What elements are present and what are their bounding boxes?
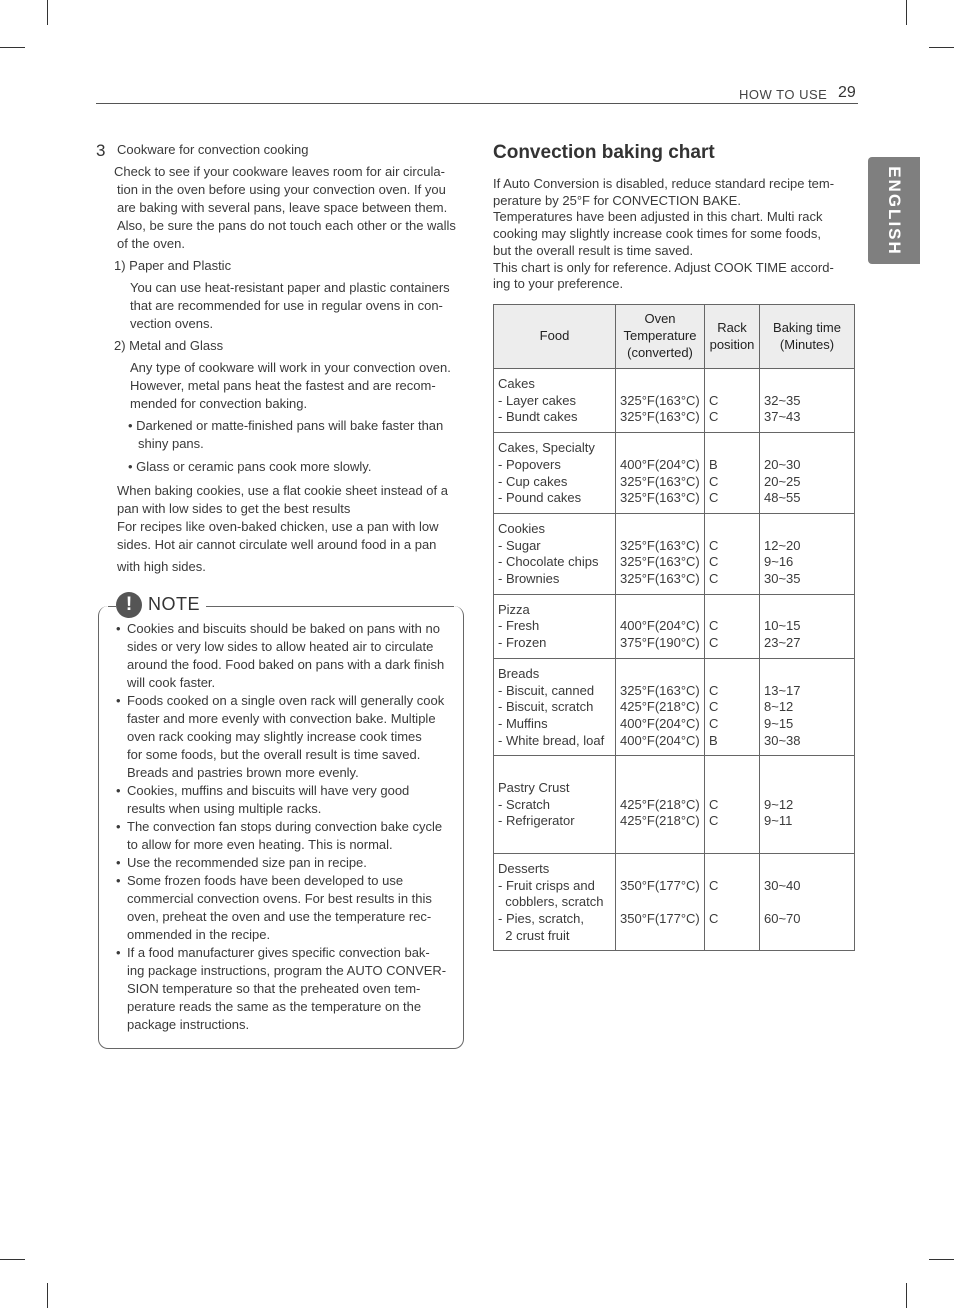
header-label: (converted) <box>627 344 693 360</box>
subsection-paper-text <box>130 279 450 333</box>
cell-line: 325°F(163°C) <box>620 409 700 425</box>
crop-mark <box>47 1283 48 1308</box>
cell-line <box>709 602 755 619</box>
note-border <box>206 606 454 607</box>
cell-line <box>764 440 850 457</box>
crop-mark <box>929 1259 954 1260</box>
table-cell-rack <box>705 658 760 756</box>
table-cell-rack <box>705 433 760 514</box>
cell-line: - Frozen <box>498 635 547 651</box>
chart-title: Convection baking chart <box>493 142 715 163</box>
cell-line: C <box>709 682 719 698</box>
cell-line <box>764 830 850 847</box>
table-cell-food <box>494 433 616 514</box>
table-cell-temp <box>616 433 705 514</box>
cell-line: - Muffins <box>498 715 548 731</box>
text-line: For recipes like oven-baked chicken, use a pan with low <box>117 519 439 534</box>
table-cell-rack <box>705 853 760 951</box>
text-line: around the food. Food baked on pans with a dark finish <box>127 657 445 672</box>
text-line: SION temperature so that the preheated oven tem- <box>127 981 421 996</box>
cell-line: 425°F(218°C) <box>620 796 700 812</box>
subsection-metal-text <box>130 359 451 413</box>
text-line: ing to your preference. <box>493 276 624 292</box>
cell-line: 32~35 <box>764 392 801 408</box>
cell-line <box>709 666 755 683</box>
text-line: perature reads the same as the temperature on the <box>127 999 422 1014</box>
text-line: • Use the recommended size pan in recipe. <box>127 855 367 870</box>
cell-line <box>620 521 700 538</box>
cell-line <box>709 440 755 457</box>
cell-line: - Chocolate chips <box>498 554 599 570</box>
cell-line: - Biscuit, scratch <box>498 699 594 715</box>
cell-line <box>620 763 700 780</box>
cell-line: 325°F(163°C) <box>620 554 700 570</box>
cell-line: Pizza <box>498 601 530 617</box>
table-cell-temp <box>616 658 705 756</box>
table-cell-time <box>760 433 855 514</box>
table-cell-time <box>760 756 855 853</box>
cookie-sheet-text <box>117 482 448 554</box>
cookie-sheet-text-last: with high sides. <box>117 559 206 574</box>
column-header-food <box>494 305 616 369</box>
cell-line: 325°F(163°C) <box>620 490 700 506</box>
cell-line: 350°F(177°C) <box>620 877 700 893</box>
cell-line: 400°F(204°C) <box>620 456 700 472</box>
cell-line: C <box>709 796 719 812</box>
table-cell-temp <box>616 594 705 658</box>
text-line: • Foods cooked on a single oven rack will generally cook <box>127 693 445 708</box>
cell-line: 9~11 <box>764 813 793 829</box>
cell-line <box>620 894 700 911</box>
text-line: oven, preheat the oven and use the temperature rec- <box>127 909 432 924</box>
cell-line: - Sugar <box>498 537 541 553</box>
text-line: • Some frozen foods have been developed to use <box>127 873 404 888</box>
cell-line: 20~25 <box>764 473 801 489</box>
cell-line <box>709 894 755 911</box>
table-cell-time <box>760 594 855 658</box>
cell-line <box>498 763 611 780</box>
cell-line: 30~38 <box>764 732 801 748</box>
text-line: mended for convection baking. <box>130 396 308 411</box>
note-item <box>116 782 454 818</box>
cell-line: - Layer cakes <box>498 392 577 408</box>
text-line: This chart is only for reference. Adjust COOK TIME accord- <box>493 259 834 275</box>
cell-line: 425°F(218°C) <box>620 813 700 829</box>
cell-line: Cakes, Specialty <box>498 440 595 456</box>
text-line: perature by 25°F for CONVECTION BAKE. <box>493 192 741 208</box>
cell-line: - White bread, loaf <box>498 732 605 748</box>
cell-line: C <box>709 618 719 634</box>
text-line: but the overall result is time saved. <box>493 242 694 258</box>
text-line: • Cookies and biscuits should be baked on pans with no <box>127 621 440 636</box>
text-line: Check to see if your cookware leaves room for air circula- <box>114 164 445 179</box>
cell-line: Cakes <box>498 376 535 391</box>
cell-line <box>498 830 611 847</box>
text-line: sides. Hot air cannot circulate well around food in a pan <box>117 537 437 552</box>
table-row <box>494 513 855 594</box>
cell-line: 325°F(163°C) <box>620 473 700 489</box>
cell-line: 400°F(204°C) <box>620 715 700 731</box>
item-title: Cookware for convection cooking <box>117 142 309 157</box>
cell-line: B <box>709 732 718 748</box>
cookware-intro <box>114 163 456 253</box>
cell-line: C <box>709 635 719 651</box>
cell-line: - Brownies <box>498 571 560 587</box>
table-row <box>494 433 855 514</box>
header-label: Rack <box>717 319 747 335</box>
cell-line: 10~15 <box>764 618 801 634</box>
table-cell-rack <box>705 756 760 853</box>
cell-line: C <box>709 699 719 715</box>
cell-line <box>764 861 850 878</box>
language-tab-label: ENGLISH <box>885 165 904 256</box>
cell-line: 12~20 <box>764 537 801 553</box>
cell-line: 9~16 <box>764 554 794 570</box>
cell-line: - Cup cakes <box>498 473 568 489</box>
table-cell-temp <box>616 853 705 951</box>
text-line: • If a food manufacturer gives specific convection bak- <box>127 945 430 960</box>
cell-line: 9~15 <box>764 715 794 731</box>
cell-line: B <box>709 456 718 472</box>
table-cell-food <box>494 369 616 433</box>
cell-line <box>620 666 700 683</box>
column-header-temperature <box>616 305 705 369</box>
note-border <box>108 606 116 607</box>
column-header-baking-time <box>760 305 855 369</box>
table-cell-rack <box>705 594 760 658</box>
text-line: for some foods, but the overall result is time saved. <box>127 747 421 762</box>
text-line: commercial convection ovens. For best results in this <box>127 891 432 906</box>
cell-line <box>709 861 755 878</box>
header-section-label: HOW TO USE <box>739 87 828 102</box>
cell-line <box>709 830 755 847</box>
table-cell-temp <box>616 513 705 594</box>
cell-line <box>764 763 850 780</box>
subsection-metal-title: 2) Metal and Glass <box>114 338 224 353</box>
cell-line: Pastry Crust <box>498 780 570 796</box>
cell-line: C <box>709 490 719 506</box>
cell-line <box>709 376 755 393</box>
cell-line: C <box>709 554 719 570</box>
item-number: 3 <box>96 141 106 160</box>
text-line: results when using multiple racks. <box>127 801 322 816</box>
subsection-paper-title: 1) Paper and Plastic <box>114 258 232 273</box>
header-label: Food <box>539 328 570 344</box>
text-line: Temperatures have been adjusted in this chart. Multi rack <box>493 209 823 225</box>
note-item <box>116 818 454 854</box>
text-line: You can use heat-resistant paper and plastic containers <box>130 280 450 295</box>
table-row <box>494 369 855 433</box>
header-rule <box>96 103 858 104</box>
note-title: NOTE <box>148 594 201 614</box>
cell-line: C <box>709 910 719 926</box>
table-cell-temp <box>616 756 705 853</box>
cell-line: Cookies <box>498 520 545 536</box>
column-header-rack <box>705 305 760 369</box>
text-line: are baking with several pans, leave space between them. <box>117 200 448 215</box>
exclamation-icon: ! <box>116 592 142 618</box>
cell-line: 325°F(163°C) <box>620 571 700 587</box>
header-label: (Minutes) <box>779 336 835 352</box>
metal-bullet-dark-pans <box>128 417 443 453</box>
text-line: that are recommended for use in regular ovens in con- <box>130 298 443 313</box>
text-line: ing package instructions, program the AUTO CONVER- <box>127 963 447 978</box>
table-row <box>494 853 855 951</box>
table-cell-time <box>760 513 855 594</box>
cell-line: - Fresh <box>498 618 540 634</box>
text-line: to allow for more even heating. This is normal. <box>127 837 393 852</box>
text-line: oven rack cooking may slightly increase cook times <box>127 729 422 744</box>
table-row <box>494 756 855 853</box>
crop-mark <box>47 0 48 25</box>
header-label: Baking time <box>773 319 841 335</box>
cell-line: C <box>709 571 719 587</box>
cell-line <box>709 780 755 797</box>
cell-line <box>620 830 700 847</box>
cell-line: - Refrigerator <box>498 813 575 829</box>
table-cell-food <box>494 853 616 951</box>
cell-line: 9~12 <box>764 796 794 812</box>
cell-line <box>764 376 850 393</box>
cell-line <box>764 521 850 538</box>
cell-line: - Fruit crisps and <box>498 877 595 893</box>
cell-line: 13~17 <box>764 682 801 698</box>
cell-line <box>709 763 755 780</box>
crop-mark <box>0 47 25 48</box>
note-item <box>116 620 454 692</box>
text-line: • Darkened or matte-finished pans will bake faster than <box>128 418 444 433</box>
chart-intro <box>493 176 849 293</box>
text-line: shiny pans. <box>138 436 204 451</box>
cell-line: C <box>709 409 719 425</box>
text-line: vection ovens. <box>130 316 214 331</box>
table-row <box>494 658 855 756</box>
cell-line: C <box>709 537 719 553</box>
cell-line: 37~43 <box>764 409 801 425</box>
language-tab <box>868 157 920 264</box>
cell-line: 8~12 <box>764 699 794 715</box>
cell-line: C <box>709 473 719 489</box>
header-label: Oven <box>644 311 676 327</box>
metal-bullet-glass: • Glass or ceramic pans cook more slowly. <box>128 459 372 474</box>
crop-mark <box>929 47 954 48</box>
cell-line: 60~70 <box>764 910 801 926</box>
cell-line: Breads <box>498 665 540 681</box>
cell-line: 48~55 <box>764 490 801 506</box>
note-item <box>116 944 454 1034</box>
text-line: package instructions. <box>127 1017 250 1032</box>
text-line: ommended in the recipe. <box>127 927 271 942</box>
cell-line <box>620 376 700 393</box>
header-label: position <box>709 336 755 352</box>
cell-line: C <box>709 715 719 731</box>
text-line: • Cookies, muffins and biscuits will have very good <box>127 783 410 798</box>
table-cell-food <box>494 658 616 756</box>
cell-line: - Pound cakes <box>498 490 582 506</box>
cell-line <box>764 666 850 683</box>
cell-line: 375°F(190°C) <box>620 635 700 651</box>
cell-line <box>620 928 700 945</box>
header-label: Temperature <box>623 328 697 344</box>
text-line: • The convection fan stops during convection bake cycle <box>127 819 443 834</box>
table-cell-food <box>494 513 616 594</box>
cell-line <box>764 894 850 911</box>
table-body <box>494 369 855 951</box>
note-item <box>116 854 454 872</box>
note-item <box>116 872 454 944</box>
cell-line: - Pies, scratch, <box>498 910 584 926</box>
cell-line: 325°F(163°C) <box>620 537 700 553</box>
cell-line: 2 crust fruit <box>498 927 570 943</box>
cell-line: cobblers, scratch <box>498 894 604 910</box>
crop-mark <box>906 0 907 25</box>
cell-line <box>620 602 700 619</box>
note-item <box>116 692 454 782</box>
table-cell-rack <box>705 513 760 594</box>
cell-line: - Popovers <box>498 456 561 472</box>
cell-line: 400°F(204°C) <box>620 618 700 634</box>
text-line: will cook faster. <box>127 675 216 690</box>
text-line: However, metal pans heat the fastest and are recom- <box>130 378 436 393</box>
cell-line: C <box>709 392 719 408</box>
cell-line: 23~27 <box>764 635 801 651</box>
cell-line: Desserts <box>498 860 550 876</box>
cell-line: 325°F(163°C) <box>620 682 700 698</box>
text-line: cooking may slightly increase cook times for some foods, <box>493 226 822 242</box>
cell-line <box>764 780 850 797</box>
note-list <box>116 620 454 1034</box>
cell-line: 30~40 <box>764 877 801 893</box>
cell-line <box>764 928 850 945</box>
text-line: Also, be sure the pans do not touch each other or the walls <box>117 218 456 233</box>
table-cell-temp <box>616 369 705 433</box>
cell-line: 325°F(163°C) <box>620 392 700 408</box>
cell-line: 425°F(218°C) <box>620 699 700 715</box>
convection-baking-table <box>493 304 855 951</box>
table-cell-time <box>760 369 855 433</box>
cell-line <box>620 440 700 457</box>
crop-mark <box>0 1259 25 1260</box>
cell-line: C <box>709 813 719 829</box>
table-cell-food <box>494 756 616 853</box>
text-line: Any type of cookware will work in your convection oven. <box>130 360 451 375</box>
text-line: of the oven. <box>117 236 185 251</box>
cell-line: - Biscuit, canned <box>498 682 595 698</box>
text-line: If Auto Conversion is disabled, reduce standard recipe tem- <box>493 176 835 191</box>
text-line: tion in the oven before using your convection oven. If you <box>117 182 446 197</box>
text-line: When baking cookies, use a flat cookie sheet instead of a <box>117 483 448 498</box>
cell-line: - Bundt cakes <box>498 409 578 425</box>
table-header-row <box>494 305 855 369</box>
table-cell-food <box>494 594 616 658</box>
text-line: Breads and pastries brown more evenly. <box>127 765 359 780</box>
cell-line <box>620 780 700 797</box>
table-cell-time <box>760 658 855 756</box>
cell-line <box>709 521 755 538</box>
table-cell-rack <box>705 369 760 433</box>
text-line: sides or very low sides to allow heated air to circulate <box>127 639 434 654</box>
table-cell-time <box>760 853 855 951</box>
text-line: faster and more evenly with convection bake. Multiple <box>127 711 436 726</box>
cell-line: 20~30 <box>764 456 801 472</box>
cell-line: 30~35 <box>764 571 801 587</box>
cell-line: 350°F(177°C) <box>620 910 700 926</box>
crop-mark <box>906 1283 907 1308</box>
table-row <box>494 594 855 658</box>
cell-line: C <box>709 877 719 893</box>
cell-line <box>620 861 700 878</box>
cell-line: 400°F(204°C) <box>620 732 700 748</box>
text-line: pan with low sides to get the best results <box>117 501 351 516</box>
page-number: 29 <box>838 84 856 101</box>
cell-line <box>764 602 850 619</box>
cell-line <box>709 928 755 945</box>
cell-line: - Scratch <box>498 796 551 812</box>
